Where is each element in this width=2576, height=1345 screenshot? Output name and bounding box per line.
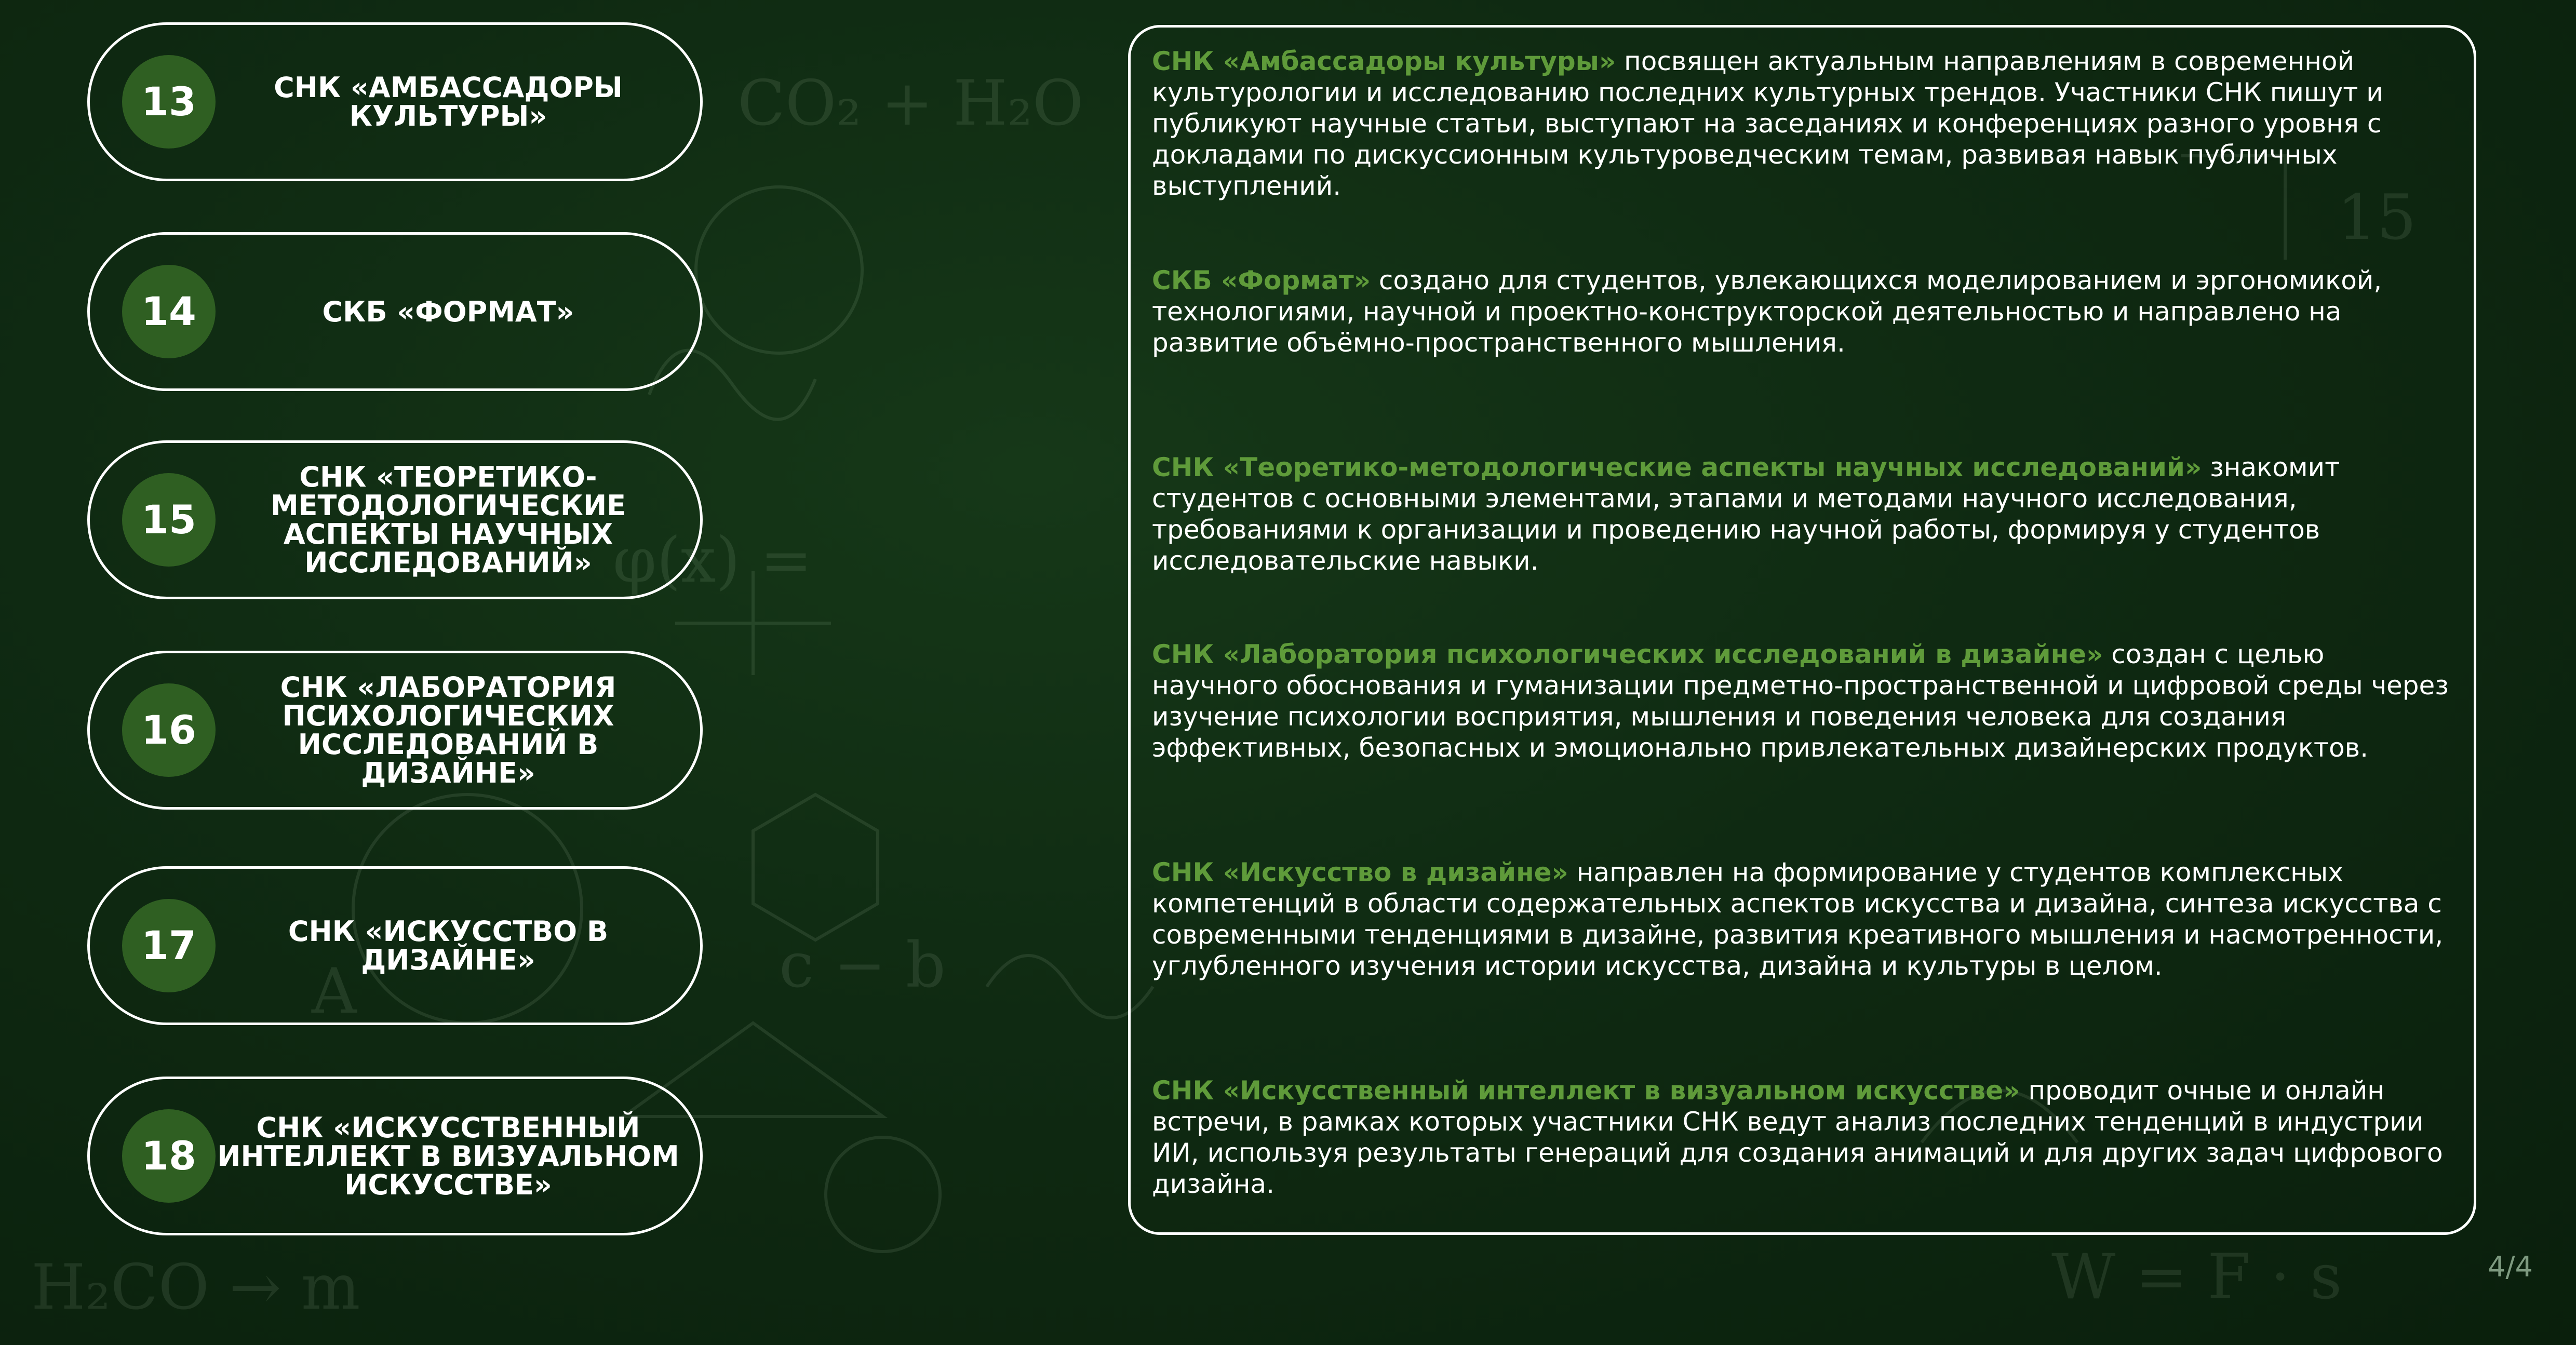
svg-text:A: A — [312, 956, 357, 1028]
svg-text:15: 15 — [2337, 182, 2417, 254]
club-title: СНК «ТЕОРЕТИКО-МЕТОДОЛОГИЧЕСКИЕ АСПЕКТЫ НАУЧНЫХ ИССЛЕДОВАНИЙ» — [270, 461, 626, 579]
description-card — [1128, 25, 2476, 1235]
svg-text:c − b: c − b — [779, 930, 946, 1002]
club-item-14 — [87, 232, 703, 391]
club-description-name: СКБ «Формат» — [1152, 265, 1371, 295]
club-description-name: СНК «Амбассадоры культуры» — [1152, 46, 1616, 76]
club-description-name: СНК «Лаборатория психологических исследований в дизайне» — [1152, 639, 2103, 669]
club-description-name: СНК «Искусственный интеллект в визуальном искусстве» — [1152, 1075, 2020, 1106]
club-description-16 — [1152, 639, 2456, 763]
club-item-18 — [87, 1077, 703, 1235]
page-indicator: 4/4 — [2488, 1250, 2533, 1283]
club-description-15 — [1152, 452, 2456, 576]
club-item-16 — [87, 651, 703, 810]
club-description-14 — [1152, 265, 2456, 358]
club-number-badge: 16 — [122, 683, 216, 777]
club-description-name: СНК «Искусство в дизайне» — [1152, 857, 1568, 887]
club-title: СНК «АМБАССАДОРЫ КУЛЬТУРЫ» — [274, 71, 623, 132]
club-title: СКБ «ФОРМАТ» — [322, 295, 574, 328]
club-title: СНК «ИСКУССТВЕННЫЙ ИНТЕЛЛЕКТ В ВИЗУАЛЬНОМ ИСКУССТВЕ» — [217, 1111, 679, 1201]
club-description-17 — [1152, 857, 2456, 981]
club-number-badge: 14 — [122, 265, 216, 358]
club-item-13 — [87, 22, 703, 181]
club-title: СНК «ИСКУССТВО В ДИЗАЙНЕ» — [288, 915, 609, 976]
club-description-18 — [1152, 1075, 2456, 1200]
club-description-text: проводит очные и онлайн встречи, в рамках которых участники СНК ведут анализ последних тенденций в индустрии ИИ, используя результаты генераций для создания анимаций и для других задач цифрового дизайна. — [1152, 1075, 2443, 1199]
club-number-badge: 18 — [122, 1109, 216, 1203]
svg-text:W = F · s: W = F · s — [2051, 1241, 2342, 1313]
club-description-13 — [1152, 46, 2456, 201]
svg-text:CO₂ + H₂O: CO₂ + H₂O — [737, 68, 1084, 140]
club-title: СНК «ЛАБОРАТОРИЯ ПСИХОЛОГИЧЕСКИХ ИССЛЕДОВАНИЙ В ДИЗАЙНЕ» — [280, 671, 616, 789]
club-description-text: знакомит студентов с основными элементами, этапами и методами научного исследования, требованиями к организации и проведению научной работы, формируя у студентов исследовательские навыки. — [1152, 452, 2340, 576]
svg-text:H₂CO → m: H₂CO → m — [31, 1252, 360, 1324]
club-number-badge: 15 — [122, 473, 216, 567]
club-description-text: направлен на формирование у студентов комплексных компетенций в области содержательных аспектов искусства и дизайна, синтеза искусства с современными тенденциями в дизайне, развития креативного мышления и насмотренности, углубленного изучения истории искусства, дизайна и культуры в целом. — [1152, 857, 2444, 981]
club-number-badge: 17 — [122, 899, 216, 992]
svg-text:φ(x) =: φ(x) = — [613, 524, 813, 597]
club-item-15 — [87, 440, 703, 599]
club-description-text: создан с целью научного обоснования и гуманизации предметно-пространственной и цифровой среды через изучение психологии восприятия, мышления и поведения человека для создания эффективных, безопасных и эмоционально привлекательных дизайнерских продуктов. — [1152, 639, 2449, 763]
club-description-name: СНК «Теоретико-методологические аспекты научных исследований» — [1152, 452, 2202, 482]
club-description-text: создано для студентов, увлекающихся моделированием и эргономикой, технологиями, научной и проектно-конструкторской деятельностью и направлено на развитие объёмно-пространственного мышления. — [1152, 265, 2382, 358]
club-number-badge: 13 — [122, 55, 216, 149]
club-item-17 — [87, 866, 703, 1025]
club-description-text: посвящен актуальным направлениям в современной культурологии и исследованию последних культурных трендов. Участники СНК пишут и публикуют научные статьи, выступают на заседаниях и конференциях разного уровня с докладами по дискуссионным культуроведческим темам, развивая навык публичных выступлений. — [1152, 46, 2383, 201]
